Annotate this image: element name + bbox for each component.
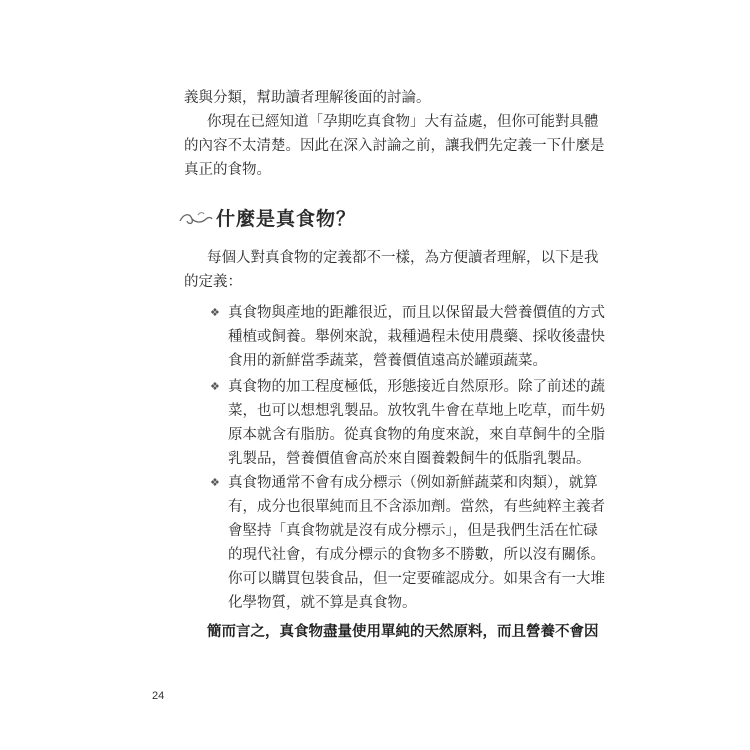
list-item-line: 真食物與產地的距離很近，而且以保留最大營養價值的方式: [228, 305, 605, 321]
list-item-line: 會堅持「真食物就是沒有成分標示」，但是我們生活在忙碌: [228, 523, 598, 539]
list-item-line: 種植或飼養。舉例來說，栽種過程未使用農藥、採收後盡快: [228, 329, 605, 345]
diamond-bullet-icon: ❖: [210, 380, 220, 393]
diamond-bullet-icon: ❖: [210, 306, 220, 319]
paragraph-line: 真正的食物。: [184, 162, 271, 178]
list-item-line: 食用的新鮮當季蔬菜，營養價值遠高於罐頭蔬菜。: [228, 353, 547, 369]
list-item-line: 你可以購買包裝食品，但一定要確認成分。如果含有一大堆: [228, 571, 605, 587]
paragraph-line: 的定義：: [184, 274, 242, 290]
paragraph-line: 你現在已經知道「孕期吃真食物」大有益處，但你可能對具體: [207, 114, 599, 130]
list-item-line: 有，成分也很單純而且不含添加劑。當然，有些純粹主義者: [228, 499, 605, 515]
list-item-line: 菜，也可以想想乳製品。放牧乳牛會在草地上吃草，而牛奶: [228, 403, 605, 419]
page-number: 24: [152, 690, 165, 702]
section-heading: [178, 204, 356, 231]
swirl-ornament-icon: [178, 207, 214, 229]
section-title: 什麼是真食物？: [216, 208, 357, 230]
list-item-line: 原本就含有脂肪。從真食物的角度來說，來自草飼牛的全脂: [228, 427, 605, 443]
diamond-bullet-icon: ❖: [210, 476, 220, 489]
paragraph-line: 每個人對真食物的定義都不一樣，為方便讀者理解，以下是我: [207, 250, 599, 266]
paragraph-line: 的內容不太清楚。因此在深入討論之前，讓我們先定義一下什麼是: [184, 138, 605, 154]
list-item-line: 真食物的加工程度極低，形態接近自然原形。除了前述的蔬: [228, 379, 605, 395]
summary-line: 簡而言之，真食物盡量使用單純的天然原料，而且營養不會因: [207, 623, 599, 640]
list-item-line: 乳製品，營養價值會高於來自圈養穀飼牛的低脂乳製品。: [228, 451, 591, 467]
list-item-line: 真食物通常不會有成分標示（例如新鮮蔬菜和肉類），就算: [228, 475, 598, 491]
paragraph-line: 義與分類，幫助讀者理解後面的討論。: [184, 90, 431, 106]
list-item-line: 的現代社會，有成分標示的食物多不勝數，所以沒有關係。: [228, 547, 605, 563]
list-item-line: 化學物質，就不算是真食物。: [228, 595, 417, 611]
